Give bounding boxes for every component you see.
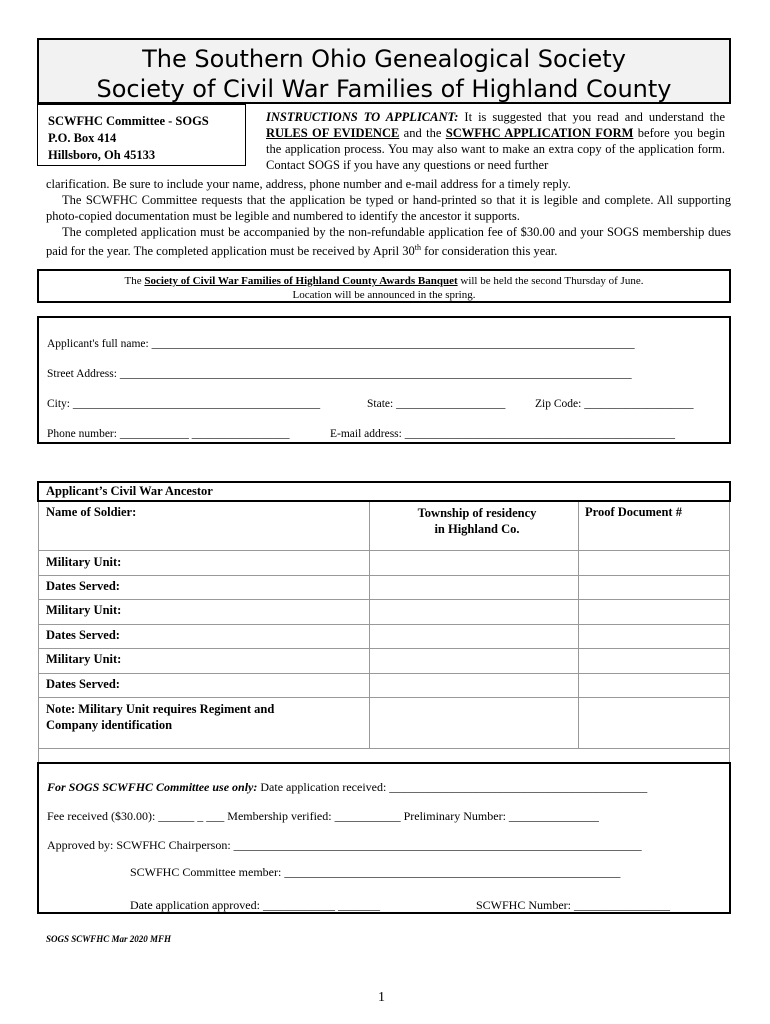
col-township: [377, 505, 577, 537]
dates-served-label: Dates Served:: [46, 579, 120, 593]
committee-use-box: [37, 762, 731, 914]
dates-served-label: Dates Served:: [46, 628, 120, 642]
instructions-text-2: and the: [399, 126, 446, 140]
form-title: [37, 38, 731, 104]
scwfhc-number-field[interactable]: SCWFHC Number: ________________: [476, 898, 671, 912]
ancestor-table: [38, 502, 730, 764]
instructions-p3-a: The completed application must be accompanied by the non-refundable application fee of $30.00 and your SOGS membership dues paid for the year. The completed application must be received by April 30: [46, 225, 731, 259]
instructions-text-3: before you begin the application process. You may also want to make an extra copy of the application form. Contact SOGS if you have any questions or need further: [266, 126, 725, 172]
row-divider: [39, 624, 729, 625]
note-military-unit: [46, 701, 274, 733]
address-line-1: SCWFHC Committee - SOGS: [48, 114, 209, 128]
state-field[interactable]: State: ___________________: [367, 398, 506, 410]
date-received-field[interactable]: Date application received: ___________________________________________: [257, 780, 648, 794]
note-line-1: Note: Military Unit requires Regiment and: [46, 702, 275, 716]
instructions-label: INSTRUCTIONS TO APPLICANT:: [266, 110, 459, 124]
city-field[interactable]: City: ___________________________________________: [47, 398, 321, 410]
instructions-p3-b: for consideration this year.: [420, 244, 558, 259]
rules-of-evidence-link: RULES OF EVIDENCE: [266, 126, 400, 140]
ancestor-heading: Applicant’s Civil War Ancestor: [37, 481, 731, 502]
applicant-name-field[interactable]: Applicant's full name: ____________________________________________________________________________________: [47, 338, 635, 350]
form-code: SOGS SCWFHC Mar 2020 MFH: [46, 934, 172, 944]
row-divider: [39, 673, 729, 674]
military-unit-label: Military Unit:: [46, 555, 122, 569]
chairperson-field[interactable]: Approved by: SCWFHC Chairperson: ____________________________________________________________________: [47, 838, 642, 852]
date-approved-field[interactable]: Date application approved: ____________ _______: [130, 898, 380, 912]
military-unit-label: Military Unit:: [46, 652, 122, 666]
note-line-2: Company identification: [46, 718, 173, 732]
banquet-line-2: Location will be announced in the spring.: [292, 289, 476, 301]
committee-member-field[interactable]: SCWFHC Committee member: ________________________________________________________: [130, 865, 621, 879]
row-divider: [39, 550, 729, 551]
row-divider: [39, 599, 729, 600]
col-name-of-soldier: Name of Soldier:: [46, 505, 137, 519]
instructions-text-4: clarification. Be sure to include your name, address, phone number and e-mail address for a timely reply.: [46, 177, 571, 191]
instructions-paragraph-3: [46, 224, 731, 259]
address-line-2: P.O. Box 414: [48, 131, 117, 145]
date-received-line: [47, 780, 647, 795]
fee-received-field[interactable]: Fee received ($30.00): ______ _ ___ Membership verified: ___________ Preliminary Number: _______________: [47, 809, 599, 823]
instructions-paragraph-2: The SCWFHC Committee requests that the application be typed or hand-printed so that it is legible and complete. All supporting photo-copied documentation must be legible and numbered to identify the ancestor it supports.: [46, 193, 731, 223]
email-address-field[interactable]: E-mail address: _______________________________________________: [330, 428, 675, 440]
title-line-2: Society of Civil War Families of Highland County: [96, 75, 672, 103]
banquet-pre: The: [124, 275, 145, 287]
column-divider: [578, 502, 579, 748]
column-divider: [369, 502, 370, 748]
banquet-notice: [37, 269, 731, 303]
instructions-text-1: It is suggested that you read and understand the: [458, 110, 725, 124]
applicant-info-box: [37, 316, 731, 444]
street-address-field[interactable]: Street Address: _________________________________________________________________________________________: [47, 368, 632, 380]
military-unit-label: Military Unit:: [46, 603, 122, 617]
banquet-name: Society of Civil War Families of Highland County Awards Banquet: [144, 275, 458, 287]
phone-number-field[interactable]: Phone number: ____________ _________________: [47, 428, 290, 440]
col-township-line-2: in Highland Co.: [434, 522, 520, 536]
row-divider: [39, 748, 729, 749]
col-township-line-1: Township of residency: [417, 506, 537, 520]
page-number: 1: [378, 990, 385, 1005]
dates-served-label: Dates Served:: [46, 677, 120, 691]
mailing-address: [37, 104, 246, 166]
banquet-post: will be held the second Thursday of June.: [457, 275, 644, 287]
title-line-1: The Southern Ohio Genealogical Society: [142, 45, 626, 73]
address-line-3: Hillsboro, Oh 45133: [48, 148, 156, 162]
instructions-continued: [46, 176, 731, 259]
row-divider: [39, 697, 729, 698]
application-form-link: SCWFHC APPLICATION FORM: [445, 126, 634, 140]
col-proof-document: Proof Document #: [585, 505, 682, 519]
row-divider: [39, 648, 729, 649]
committee-label: For SOGS SCWFHC Committee use only:: [47, 780, 258, 794]
row-divider: [39, 575, 729, 576]
instructions-p3-sup: th: [414, 243, 421, 252]
zip-code-field[interactable]: Zip Code: ___________________: [535, 398, 694, 410]
instructions-paragraph: [266, 109, 725, 173]
